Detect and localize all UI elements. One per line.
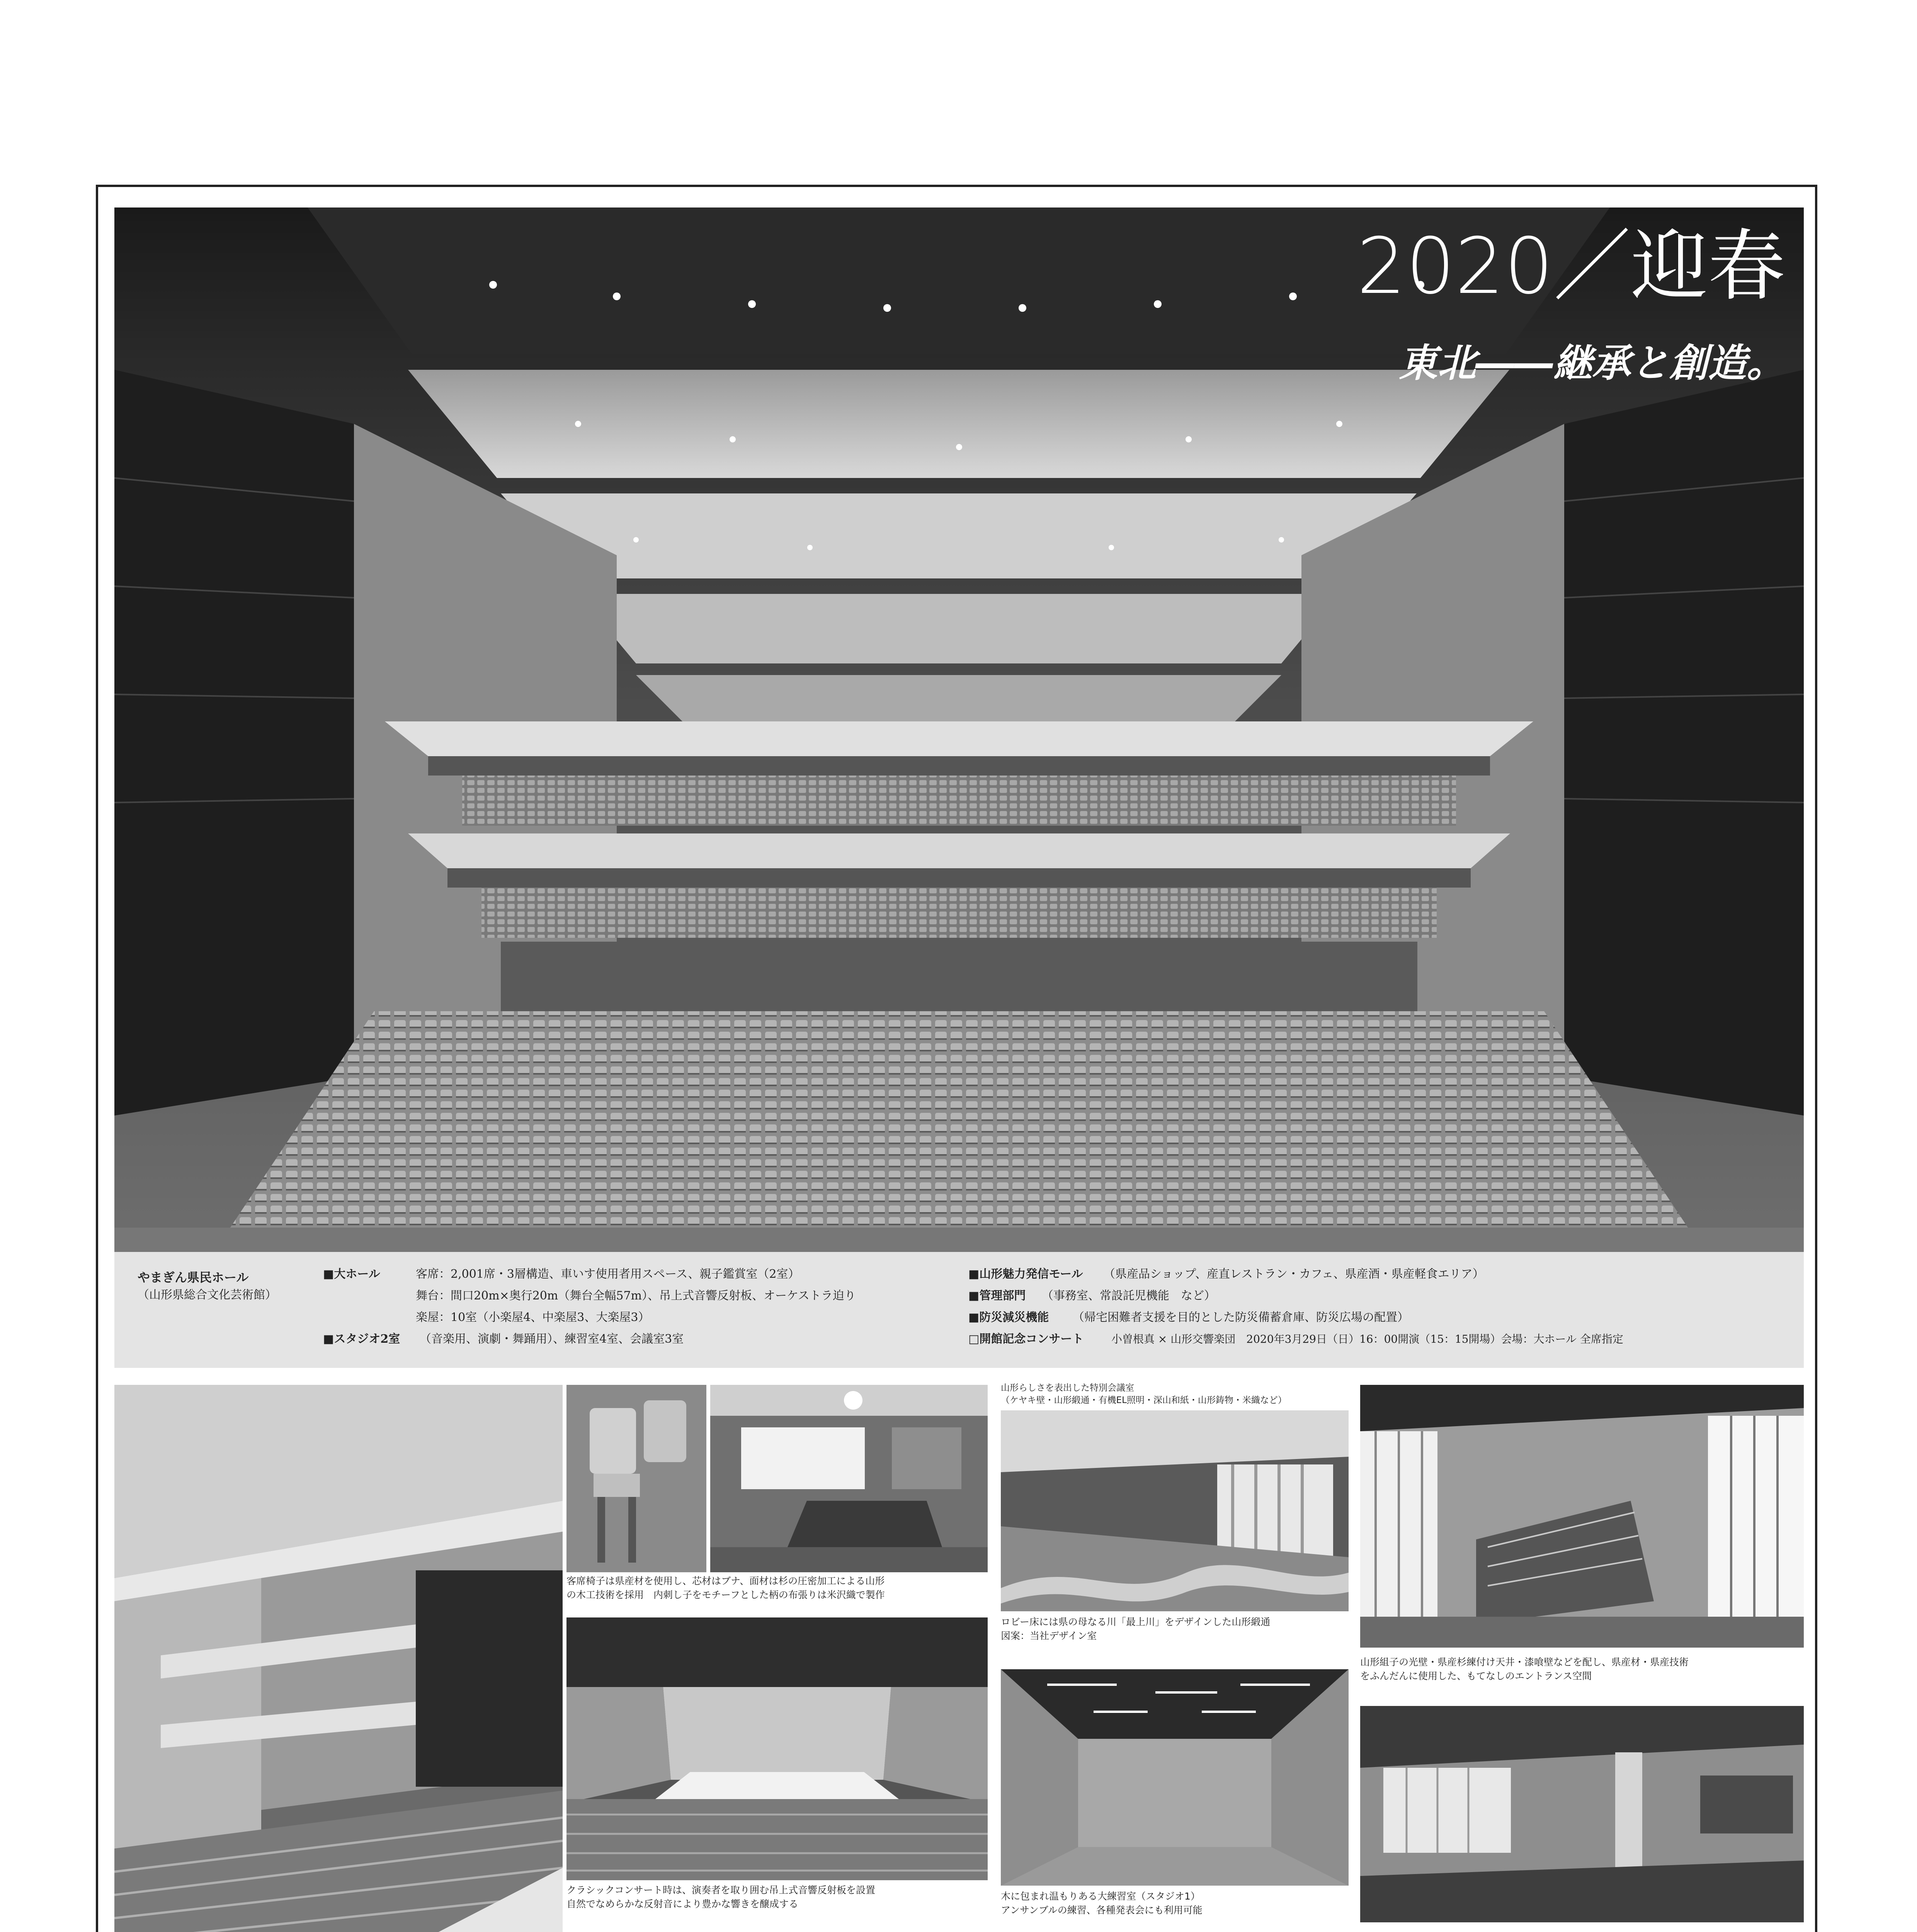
caption-line: 山形組子の光壁・県産杉練付け天井・漆喰壁などを配し、県産材・県産技術 xyxy=(1360,1656,1689,1668)
caption-seats xyxy=(566,1574,885,1602)
photo-entrance-hall xyxy=(1360,1385,1804,1648)
facility-info-band xyxy=(114,1252,1804,1368)
concert-text: 小曽根真 × 山形交響楽団 2020年3月29日（日）16：00開演（15：15開場）会場：大ホール 全席指定 xyxy=(1111,1333,1623,1345)
disaster-label: ■防災減災機能 xyxy=(968,1311,1049,1324)
photo-hall-side-view xyxy=(114,1385,563,1932)
caption-line: の木工技術を採用 内刺し子をモチーフとした柄の布張りは米沢織で製作 xyxy=(566,1589,885,1600)
concert-label: □開館記念コンサート xyxy=(968,1332,1084,1346)
venue-name: やまぎん県民ホール xyxy=(138,1270,249,1285)
mall-text: （県産品ショップ、産直レストラン・カフェ、県産酒・県産軽食エリア） xyxy=(1104,1267,1484,1281)
caption-line: 客席椅子は県産材を使用し、芯材はブナ、面材は杉の圧密加工による山形 xyxy=(566,1575,885,1587)
hall-line-3: 楽屋：10室（小楽屋4、中楽屋3、大楽屋3） xyxy=(416,1311,650,1324)
caption-line: クラシックコンサート時は、演奏者を取り囲む吊上式音響反射板を設置 xyxy=(566,1884,876,1896)
caption-line: 図案：当社デザイン室 xyxy=(1001,1630,1097,1641)
photo-rehearsal-studio xyxy=(1001,1669,1349,1886)
caption-line: アンサンブルの練習、各種発表会にも利用可能 xyxy=(1001,1905,1203,1916)
caption-meeting xyxy=(1001,1382,1287,1406)
caption-studio xyxy=(1001,1889,1203,1917)
studio-text: （音楽用、演劇・舞踊用）、練習室4室、会議室3室 xyxy=(420,1332,684,1346)
admin-label: ■管理部門 xyxy=(968,1289,1026,1303)
hall-label: ■大ホール xyxy=(323,1267,380,1281)
caption-line: 自然でなめらかな反射音により豊かな響きを醸成する xyxy=(566,1898,799,1910)
caption-lobby xyxy=(1001,1615,1270,1643)
caption-line: 山形らしさを表出した特別会議室 xyxy=(1001,1383,1134,1393)
mall-label: ■山形魅力発信モール xyxy=(968,1267,1083,1281)
photo-concert-shell xyxy=(566,1617,988,1880)
hero-title: 2020／迎春 xyxy=(1357,221,1785,311)
caption-concert xyxy=(566,1883,875,1911)
hall-line-2: 舞台：間口20m×奥行20m（舞台全幅57m）、吊上式音響反射板、オーケストラ迫り xyxy=(416,1289,856,1303)
photo-meeting-room xyxy=(710,1385,988,1572)
caption-line: （ケヤキ壁・山形緞通・有機EL照明・深山和紙・山形鋳物・米織など） xyxy=(1001,1395,1287,1405)
studio-label: ■スタジオ2室 xyxy=(323,1332,400,1346)
admin-text: （事務室、常設託児機能 など） xyxy=(1042,1289,1216,1303)
venue-alt-name: （山形県総合文化芸術館） xyxy=(138,1288,277,1302)
photo-seat-chair xyxy=(566,1385,706,1572)
caption-line: ロビー床には県の母なる川「最上川」をデザインした山形緞通 xyxy=(1001,1616,1271,1628)
photo-lobby-river-floor xyxy=(1001,1410,1349,1611)
disaster-text: （帰宅困難者支援を目的とした防災備蓄倉庫、防災広場の配置） xyxy=(1073,1311,1409,1324)
caption-line: をふんだんに使用した、もてなしのエントランス空間 xyxy=(1360,1670,1592,1682)
hero-subtitle: 東北――継承と創造。 xyxy=(1399,340,1785,386)
caption-line: 木に包まれ温もりある大練習室（スタジオ1） xyxy=(1001,1891,1200,1902)
hall-line-1: 客席：2,001席・3層構造、車いす使用者用スペース、親子鑑賞室（2室） xyxy=(416,1267,800,1281)
photo-foyer-grand-lobby xyxy=(1360,1706,1804,1922)
caption-entrance xyxy=(1360,1655,1689,1683)
